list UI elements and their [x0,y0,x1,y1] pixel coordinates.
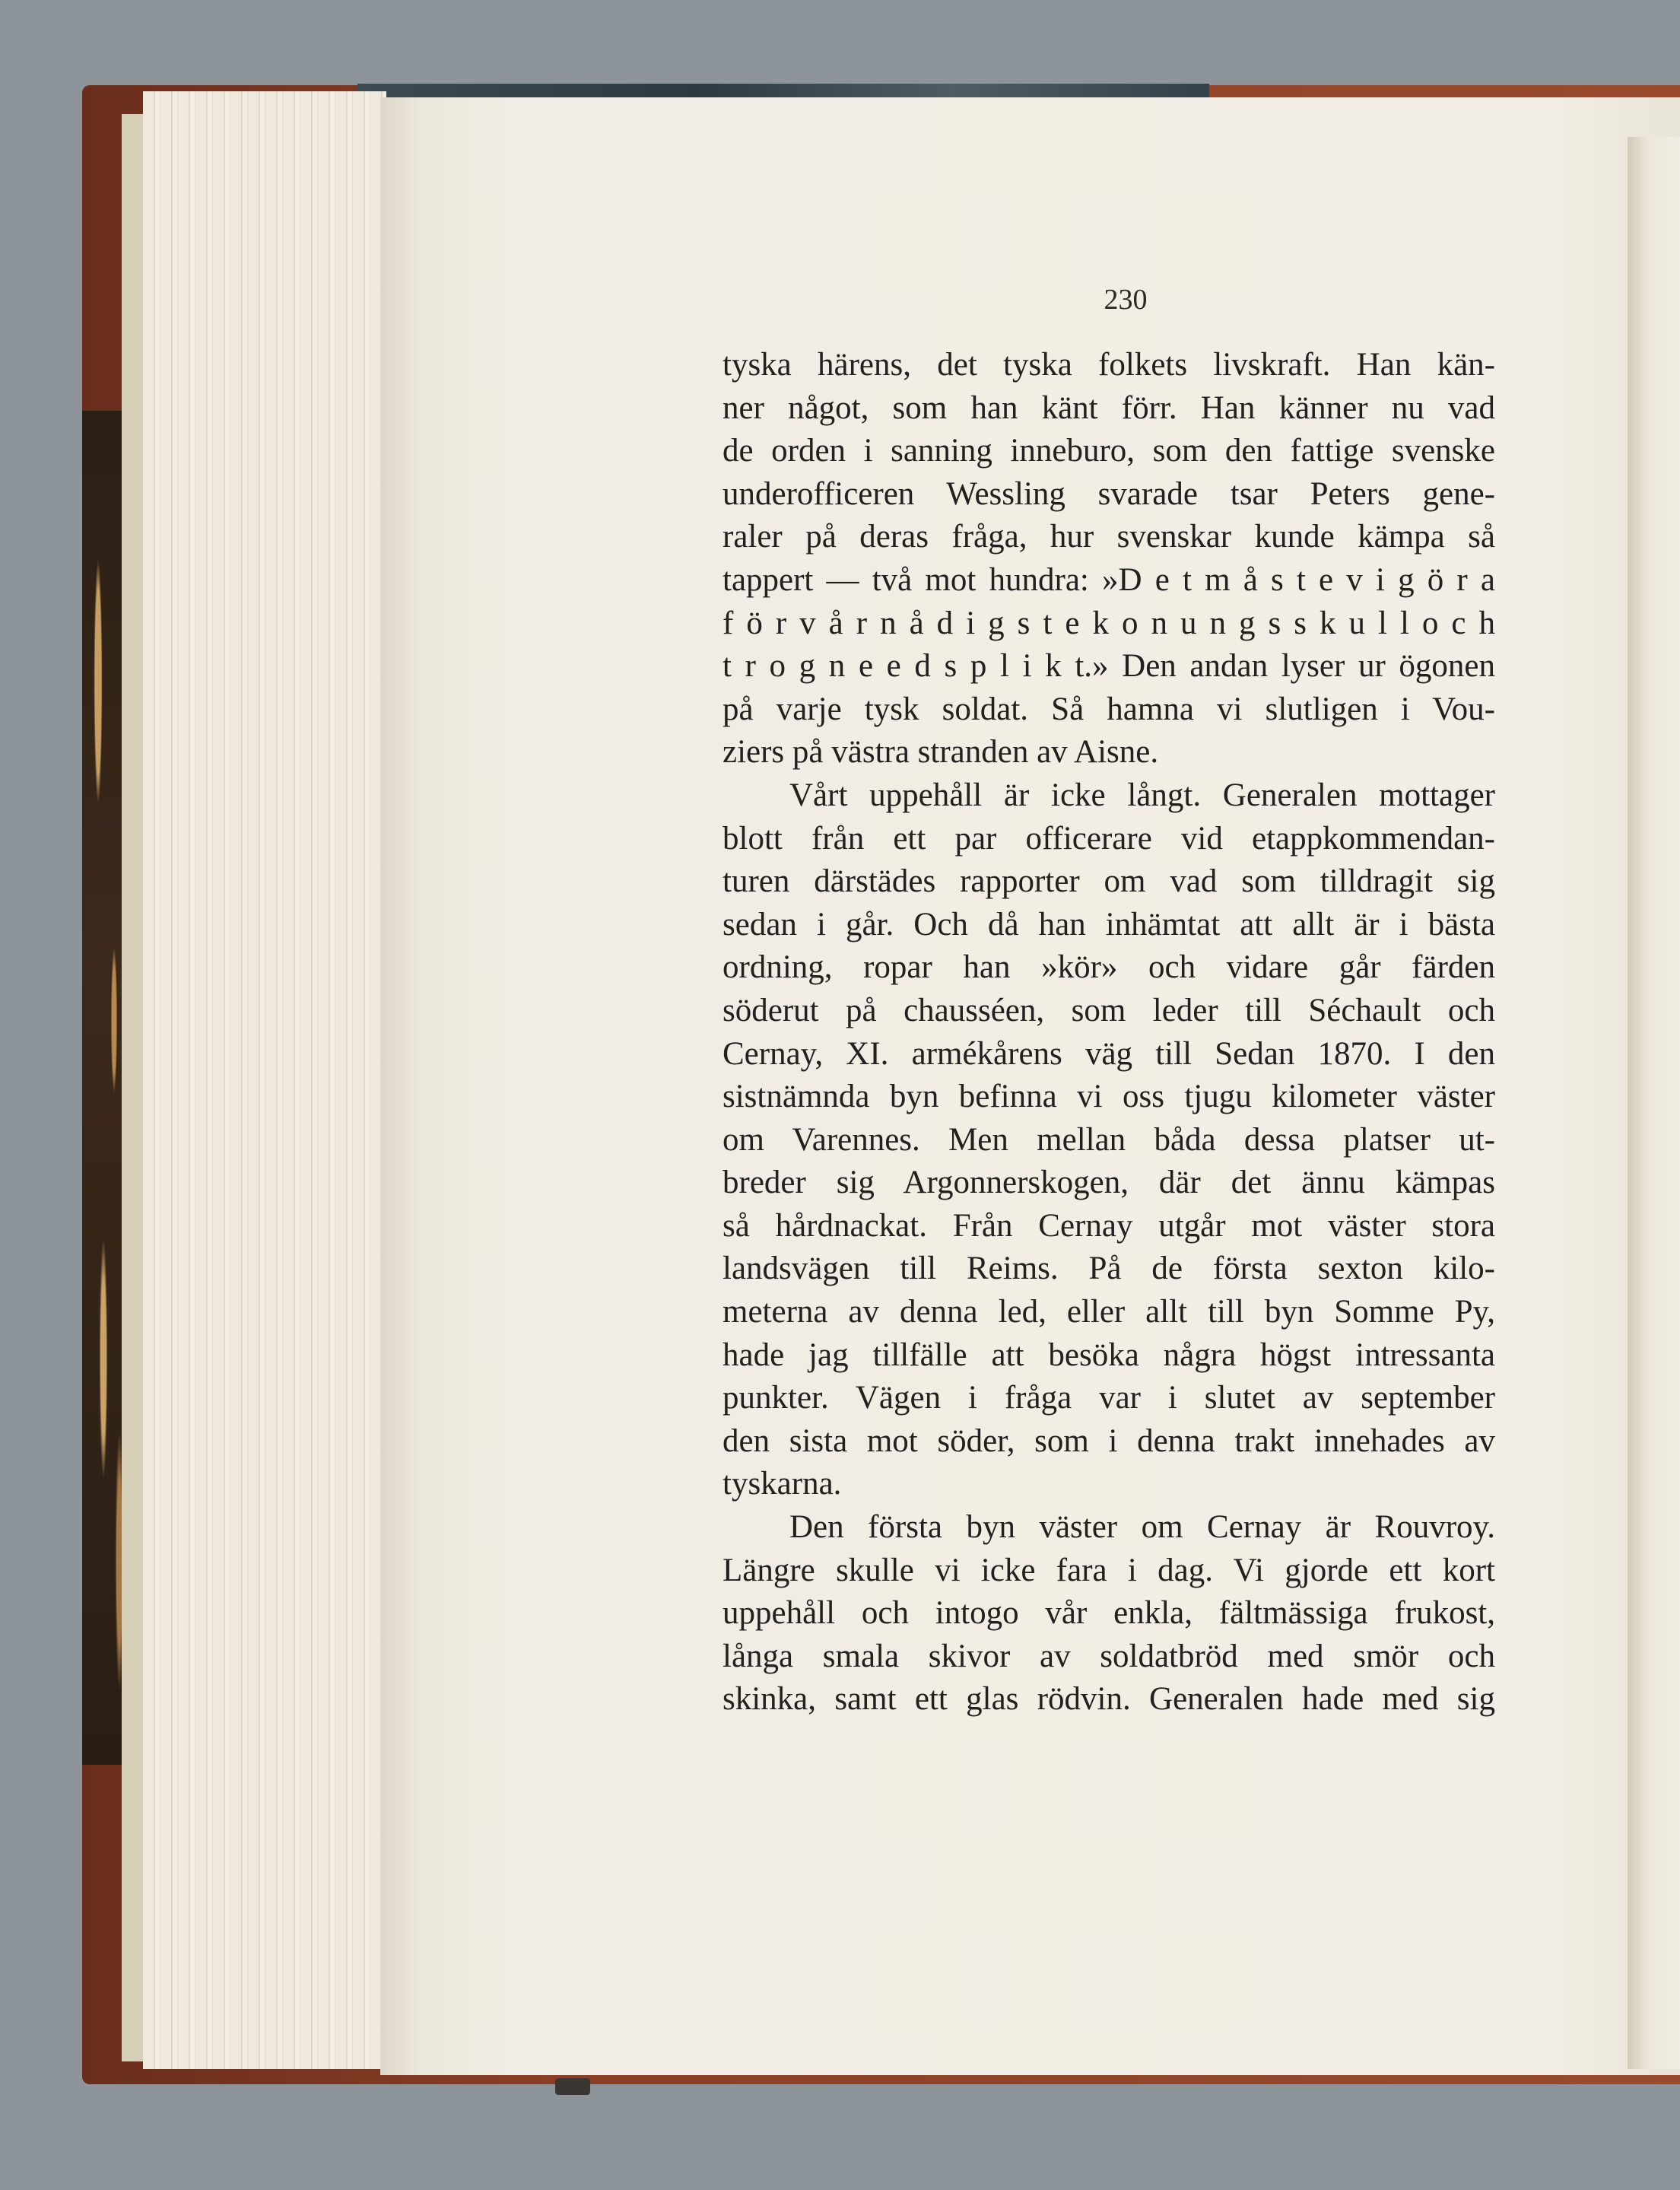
text-line: blott från ett par officerare vid etappkommendan- [722,820,1495,857]
text-line: Längre skulle vi icke fara i dag. Vi gjorde ett kort [722,1552,1495,1588]
text-line: meterna av denna led, eller allt till byn Somme Py, [722,1294,1495,1330]
page-stack-edges [143,91,386,2069]
text-line: uppehåll och intogo vår enkla, fältmässiga frukost, [722,1595,1495,1632]
text-line: raler på deras fråga, hur svenskar kunde kämpa så [722,519,1495,555]
text-line: ordning, ropar han »kör» och vidare går färden [722,949,1495,986]
text-line: sedan i går. Och då han inhämtat att allt är i bästa [722,906,1495,942]
text-line: långa smala skivor av soldatbröd med smör och [722,1638,1495,1674]
text-line: breder sig Argonnerskogen, där det ännu kämpas [722,1165,1495,1201]
text-line: underofficeren Wessling svarade tsar Peters gene- [722,475,1495,512]
text-line: Cernay, XI. armékårens väg till Sedan 1870. I den [722,1035,1495,1072]
text-line: den sista mot söder, som i denna trakt innehades av [722,1422,1495,1459]
text-line: söderut på chausséen, som leder till Séchault och [722,992,1495,1028]
facing-page-edge [1628,137,1680,2069]
text-line: tyskarna. [722,1466,842,1502]
text-line: hade jag tillfälle att besöka några högst intressanta [722,1337,1495,1373]
text-line: f ö r v å r n å d i g s t e k o n u n g s s k u l l o c h [722,605,1495,641]
body-text [722,344,1495,1721]
text-line: ner något, som han känt förr. Han känner nu vad [722,389,1495,426]
endpaper [122,114,143,2061]
text-line: skinka, samt ett glas rödvin. Generalen hade med sig [722,1681,1495,1718]
text-line: tappert — två mot hundra: »D e t m å s t e v i g ö r a [722,561,1495,598]
clasp [555,2078,590,2095]
text-line: så hårdnackat. Från Cernay utgår mot väster stora [722,1207,1495,1244]
text-line: tyska härens, det tyska folkets livskraft. Han kän- [722,347,1495,383]
text-line: ziers på västra stranden av Aisne. [722,734,1159,771]
text-line: t r o g n e e d s p l i k t.» Den andan lyser ur ögonen [722,648,1495,685]
paragraph-start-line: Vårt uppehåll är icke långt. Generalen mottager [789,777,1495,813]
page-number: 230 [1104,284,1148,316]
paragraph-start-line: Den första byn väster om Cernay är Rouvroy. [789,1509,1495,1546]
text-line: på varje tysk soldat. Så hamna vi slutligen i Vou- [722,691,1495,727]
text-line: punkter. Vägen i fråga var i slutet av september [722,1380,1495,1416]
text-line: de orden i sanning inneburo, som den fattige svenske [722,433,1495,469]
text-line: turen därstädes rapporter om vad som tilldragit sig [722,863,1495,900]
text-line: om Varennes. Men mellan båda dessa platser ut- [722,1121,1495,1158]
text-line: sistnämnda byn befinna vi oss tjugu kilometer väster [722,1079,1495,1115]
text-line: landsvägen till Reims. På de första sexton kilo- [722,1251,1495,1287]
